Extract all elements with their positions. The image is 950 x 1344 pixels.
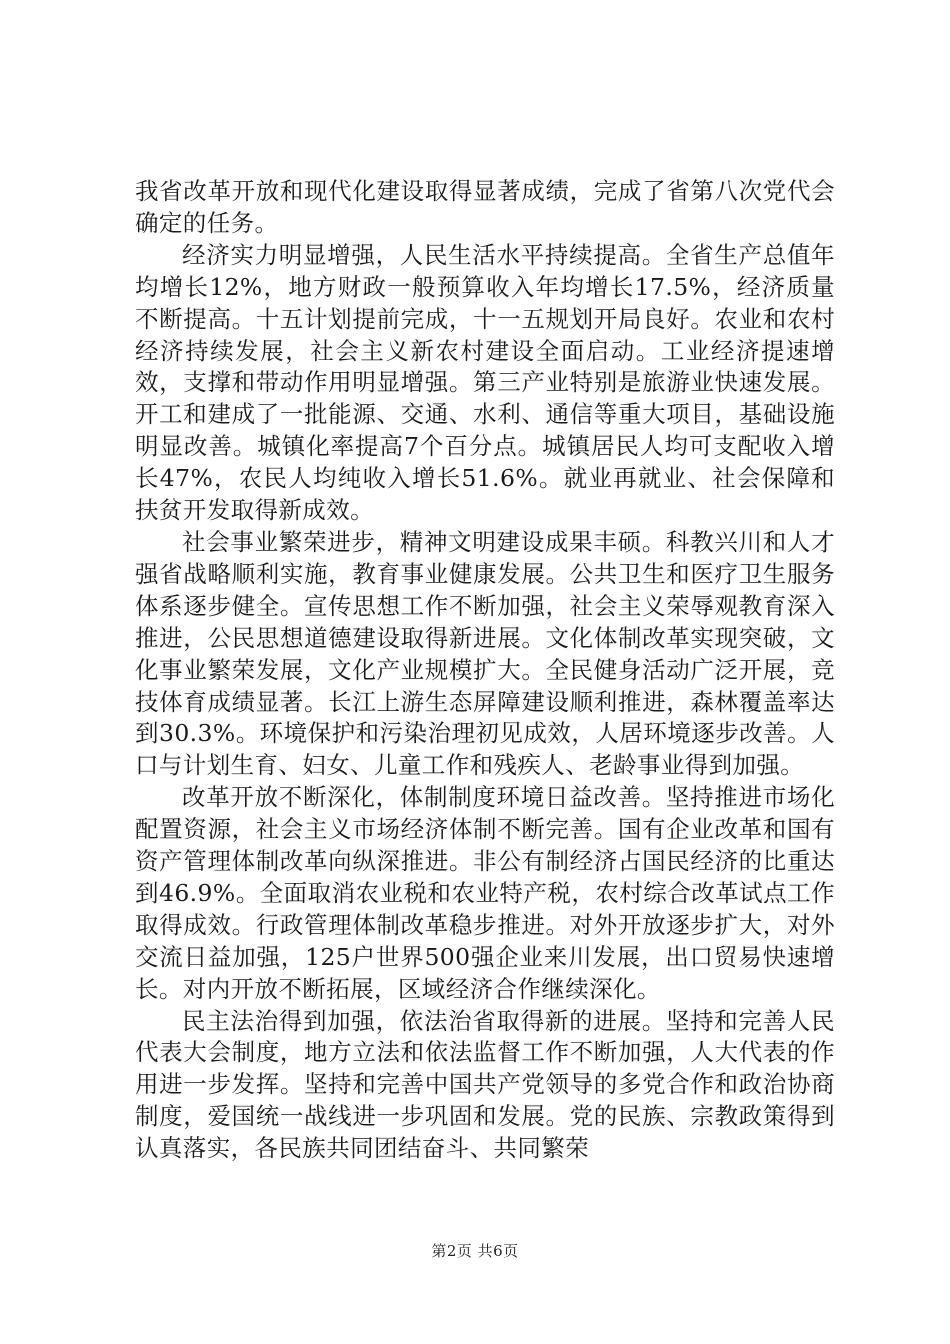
paragraph-5: 民主法治得到加强，依法治省取得新的进展。坚持和完善人民代表大会制度，地方立法和依法监督工作不断加强，人大代表的作用进一步发挥。坚持和完善中国共产党领导的多党合作和政治协商制度，爱国统一战线进一步巩固和发展。党的民族、宗教政策得到认真落实，各民族共同团结奋斗、共同繁荣 xyxy=(135,1006,835,1163)
paragraph-2: 经济实力明显增强，人民生活水平持续提高。全省生产总值年均增长12%，地方财政一般预算收入年均增长17.5%，经济质量不断提高。十五计划提前完成，十一五规划开局良好。农业和农村经济持续发展，社会主义新农村建设全面启动。工业经济提速增效，支撑和带动作用明显增强。第三产业特别是旅游业快速发展。开工和建成了一批能源、交通、水利、通信等重大项目，基础设施明显改善。城镇化率提高7个百分点。城镇居民人均可支配收入增长47%，农民人均纯收入增长51.6%。就业再就业、社会保障和扶贫开发取得新成效。 xyxy=(135,240,835,525)
page-number: 第2页 共6页 xyxy=(431,1242,519,1260)
paragraph-1: 我省改革开放和现代化建设取得显著成绩，完成了省第八次党代会确定的任务。 xyxy=(135,177,835,237)
body-text xyxy=(135,176,835,1165)
paragraph-3: 社会事业繁荣进步，精神文明建设成果丰硕。科教兴川和人才强省战略顺利实施，教育事业健康发展。公共卫生和医疗卫生服务体系逐步健全。宣传思想工作不断加强，社会主义荣辱观教育深入推进，公民思想道德建设取得新进展。文化体制改革实现突破，文化事业繁荣发展，文化产业规模扩大。全民健身活动广泛开展，竞技体育成绩显著。长江上游生态屏障建设顺利推进，森林覆盖率达到30.3%。环境保护和污染治理初见成效，人居环境逐步改善。人口与计划生育、妇女、儿童工作和残疾人、老龄事业得到加强。 xyxy=(135,527,835,780)
page-footer xyxy=(0,1241,950,1261)
paragraph-4: 改革开放不断深化，体制制度环境日益改善。坚持推进市场化配置资源，社会主义市场经济体制不断完善。国有企业改革和国有资产管理体制改革向纵深推进。非公有制经济占国民经济的比重达到46.9%。全面取消农业税和农业特产税，农村综合改革试点工作取得成效。行政管理体制改革稳步推进。对外开放逐步扩大，对外交流日益加强，125户世界500强企业来川发展，出口贸易快速增长。对内开放不断拓展，区域经济合作继续深化。 xyxy=(135,783,835,1003)
